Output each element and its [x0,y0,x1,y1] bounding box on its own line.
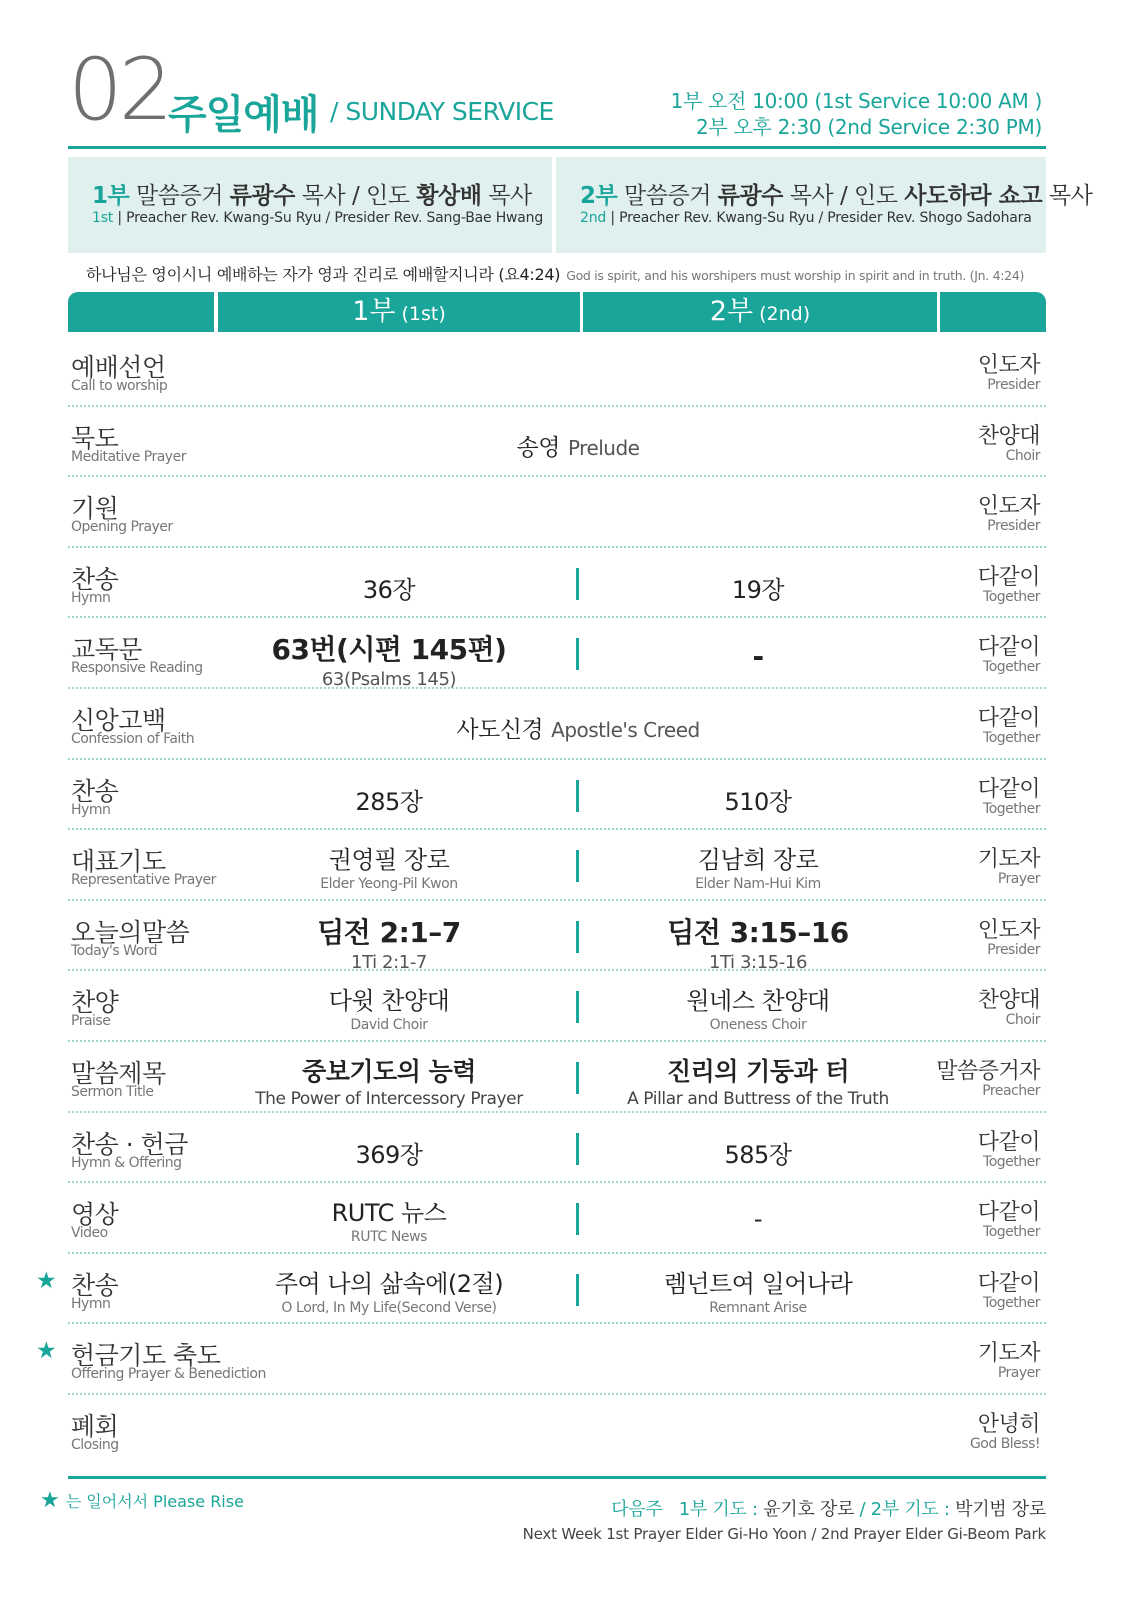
role-en: Presider [987,941,1040,958]
preacher-info-ko: 1부 말씀증거 류광수 목사 / 인도 황상배 목사 [92,183,532,209]
role-en: Preacher [982,1082,1040,1099]
role-en: Choir [1005,1012,1040,1029]
service-time-first: 1부 오전 10:00 (1st Service 10:00 AM ) [670,89,1042,113]
item-title-en: Hymn [71,1295,111,1312]
role-en: Prayer [997,1365,1040,1382]
role-en: Together [983,659,1040,676]
first-service-value: 369장 [355,1140,423,1169]
role-ko: 다같이 [977,1270,1040,1296]
item-title-ko: 찬송 · 헌금 [71,1129,188,1159]
item-title-ko: 교독문 [71,635,142,665]
first-service-value: 권영필 장로 Elder Yeong-Pil Kwon [320,846,458,893]
item-title-ko: 기원 [71,494,119,524]
table-header [68,292,1046,332]
service-row [36,1254,1046,1325]
please-rise-note: ★ 는 일어서서 Please Rise [40,1488,244,1513]
role-en: Together [983,1153,1040,1170]
item-title-ko: 신앙고백 [71,705,166,735]
item-title-ko: 찬양 [71,988,119,1018]
preacher-info-en: 2nd | Preacher Rev. Kwang-Su Ryu / Presider Rev. Shogo Sadohara [580,210,1032,226]
item-title-ko: 예배선언 [71,353,166,382]
second-service-value: 김남희 장로 Elder Nam-Hui Kim [695,846,821,893]
role-ko: 안녕히 [977,1411,1040,1437]
table-header-right [940,292,1046,332]
service-row [68,689,1046,760]
star-icon: ★ [36,1267,57,1294]
second-service-value: 510장 [724,787,792,816]
footer-divider [68,1476,1046,1479]
service-row [36,1324,1046,1395]
section-title-ko: 주일예배 [168,92,319,138]
service-row [68,901,1046,972]
next-week-prayer [523,1495,1046,1543]
item-title-en: Praise [71,1013,111,1030]
page-header [68,40,1046,149]
next-week-ko: 다음주 1부 기도 : 윤기호 장로 / 2부 기도 : 박기범 장로 [611,1499,1046,1520]
preacher-box-second [556,157,1093,253]
role-ko: 다같이 [977,564,1040,590]
first-service-value: 285장 [355,787,423,816]
item-title-en: Sermon Title [71,1083,154,1100]
first-service-value: 63번(시편 145편) 63(Psalms 145) [271,633,507,691]
role-en: Choir [1005,447,1040,464]
item-title-en: Video [71,1225,108,1242]
second-service-value: 딤전 3:15–16 1Ti 3:15-16 [667,915,849,973]
service-time-second: 2부 오후 2:30 (2nd Service 2:30 PM) [696,115,1042,139]
item-title-ko: 찬송 [71,1270,119,1300]
item-title-ko: 말씀제목 [71,1058,166,1088]
service-row [68,618,1046,689]
role-en: Together [983,729,1040,746]
first-service-value: 다윗 찬양대 David Choir [328,987,450,1034]
item-title-en: Closing [71,1436,119,1453]
section-number: 02 [68,40,170,140]
second-service-value: 19장 [731,575,785,604]
role-en: Together [983,800,1040,817]
table-header-second-service: 2부 (2nd) [583,292,937,332]
item-title-en: Opening Prayer [71,519,173,536]
item-title-ko: 헌금기도 축도 [71,1341,221,1371]
preacher-info-en: 1st | Preacher Rev. Kwang-Su Ryu / Presider Rev. Sang-Bae Hwang [92,210,544,226]
preacher-info-ko: 2부 말씀증거 류광수 목사 / 인도 사도하라 쇼고 목사 [580,183,1093,209]
role-en: Presider [987,377,1040,393]
first-service-value: 딤전 2:1–7 1Ti 2:1-7 [317,915,461,973]
role-ko: 찬양대 [977,423,1040,449]
role-ko: 다같이 [977,1129,1040,1155]
role-ko: 다같이 [977,635,1040,661]
item-title-ko: 오늘의말씀 [71,917,190,947]
service-row [68,1183,1046,1254]
role-ko: 다같이 [977,1200,1040,1226]
role-ko: 인도자 [977,494,1040,520]
role-en: Together [983,1294,1040,1311]
role-ko: 인도자 [977,353,1040,378]
next-week-en: Next Week 1st Prayer Elder Gi-Ho Yoon / 2nd Prayer Elder Gi-Beom Park [522,1525,1046,1543]
service-row [68,548,1046,619]
role-en: Together [983,1224,1040,1241]
item-title-en: Meditative Prayer [71,448,186,465]
second-service-value: 렘넌트여 일어나라 Remnant Arise [663,1269,853,1316]
item-title-ko: 묵도 [71,423,119,453]
verse-ko: 하나님은 영이시니 예배하는 자가 영과 진리로 예배할지니라 (요4:24) [86,265,561,284]
role-ko: 기도자 [977,847,1040,873]
table-header-first-service: 1부 (1st) [218,292,580,332]
first-service-value: 중보기도의 능력 The Power of Intercessory Prayer [255,1056,523,1109]
item-title-ko: 찬송 [71,776,119,806]
item-title-en: Hymn [71,589,111,606]
second-service-value: 진리의 기둥과 터 A Pillar and Buttress of the Truth [627,1056,889,1109]
service-row [68,1113,1046,1184]
role-ko: 다같이 [977,705,1040,731]
second-service-value: 원네스 찬양대 Oneness Choir [686,987,830,1034]
preacher-box-first [68,157,552,253]
item-title-en: Today's Word [71,942,158,959]
order-of-service [36,336,1046,1466]
role-ko: 찬양대 [977,988,1040,1014]
item-title-ko: 폐회 [71,1411,119,1441]
item-title-ko: 영상 [71,1200,119,1230]
item-title-en: Offering Prayer & Benediction [71,1366,266,1383]
item-shared-value: 사도신경 Apostle's Creed [456,716,700,743]
verse-en: God is spirit, and his worshipers must worship in spirit and in truth. (Jn. 4:24) [566,268,1025,283]
service-row [68,830,1046,901]
item-title-en: Confession of Faith [71,730,195,747]
item-title-en: Hymn & Offering [71,1154,182,1171]
role-ko: 기도자 [977,1341,1040,1367]
role-ko: 말씀증거자 [936,1058,1040,1084]
second-service-value: - [753,1205,763,1234]
service-row [68,1395,1046,1466]
service-row [68,477,1046,548]
role-en: Presider [987,518,1040,535]
second-service-value: 585장 [724,1140,792,1169]
item-shared-value: 송영 Prelude [516,434,640,461]
second-service-value: - [752,640,764,674]
role-en: Together [983,588,1040,605]
item-title-ko: 찬송 [71,564,119,594]
item-title-ko: 대표기도 [71,847,166,877]
role-en: God Bless! [969,1435,1040,1452]
header-divider [68,146,1046,149]
item-title-en: Representative Prayer [71,872,216,889]
section-title-en: / SUNDAY SERVICE [330,97,554,126]
role-ko: 다같이 [977,776,1040,802]
star-icon: ★ [40,1488,60,1513]
service-row [68,760,1046,831]
service-row [68,336,1046,407]
service-row [68,971,1046,1042]
role-ko: 인도자 [977,917,1040,943]
first-service-value: RUTC 뉴스 RUTC News [331,1199,447,1246]
first-service-value: 36장 [362,575,416,604]
scripture-verse [86,262,1024,285]
service-row [68,1042,1046,1113]
role-en: Prayer [997,871,1040,888]
item-title-en: Responsive Reading [71,660,203,677]
table-header-left [68,292,214,332]
item-title-en: Call to worship [71,378,168,394]
first-service-value: 주여 나의 삶속에(2절) O Lord, In My Life(Second Verse) [274,1269,504,1316]
service-row [68,407,1046,478]
item-title-en: Hymn [71,801,111,818]
star-icon: ★ [36,1338,57,1365]
